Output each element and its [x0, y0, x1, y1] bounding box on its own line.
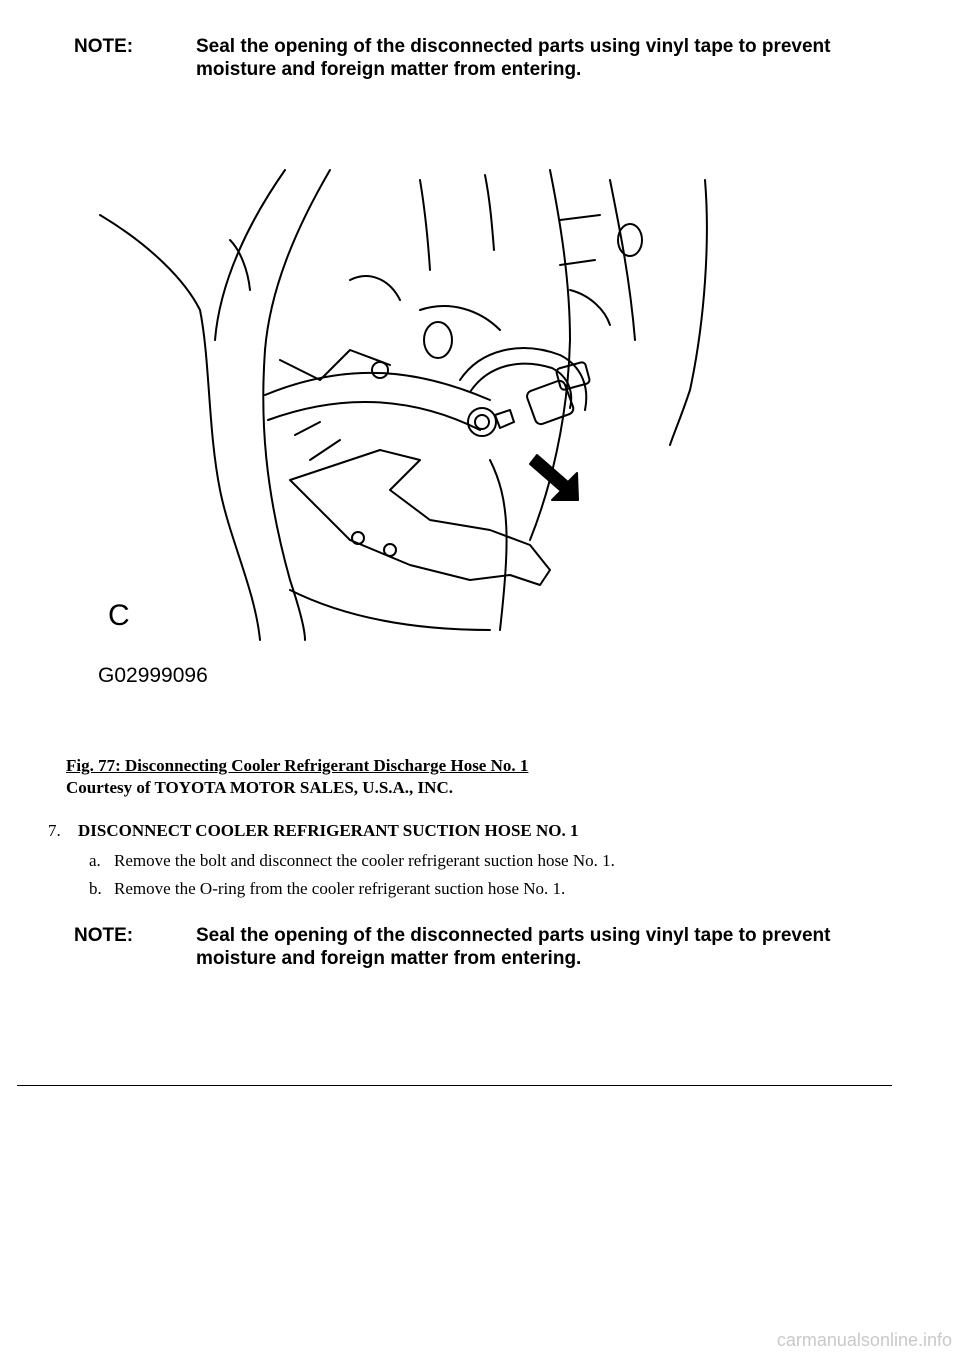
view-label: C — [108, 599, 130, 632]
note-label: NOTE: — [74, 36, 134, 57]
figure-caption: Fig. 77: Disconnecting Cooler Refrigerant Discharge Hose No. 1 — [66, 756, 529, 775]
substep-letter: a. — [89, 851, 101, 870]
note-label: NOTE: — [74, 925, 134, 946]
note-text: Seal the opening of the disconnected parts using vinyl tape to prevent moisture and foreign matter from entering. — [196, 925, 831, 969]
line-drawing — [90, 160, 730, 690]
figure-code: G02999096 — [98, 664, 208, 687]
footer-watermark: carmanualsonline.info — [776, 1330, 952, 1350]
substep-letter: b. — [89, 879, 102, 898]
horizontal-rule — [17, 1085, 892, 1086]
figure-courtesy: Courtesy of TOYOTA MOTOR SALES, U.S.A., INC. — [66, 778, 453, 797]
substep-text: Remove the bolt and disconnect the cooler refrigerant suction hose No. 1. — [114, 851, 615, 870]
note-top — [74, 35, 874, 85]
step-number: 7. — [48, 821, 61, 840]
substep-text: Remove the O-ring from the cooler refrigerant suction hose No. 1. — [114, 879, 566, 898]
step-title: DISCONNECT COOLER REFRIGERANT SUCTION HOSE NO. 1 — [78, 821, 579, 840]
note-text: Seal the opening of the disconnected parts using vinyl tape to prevent moisture and foreign matter from entering. — [196, 36, 831, 80]
note-bottom — [74, 924, 874, 974]
figure-illustration — [90, 160, 730, 690]
